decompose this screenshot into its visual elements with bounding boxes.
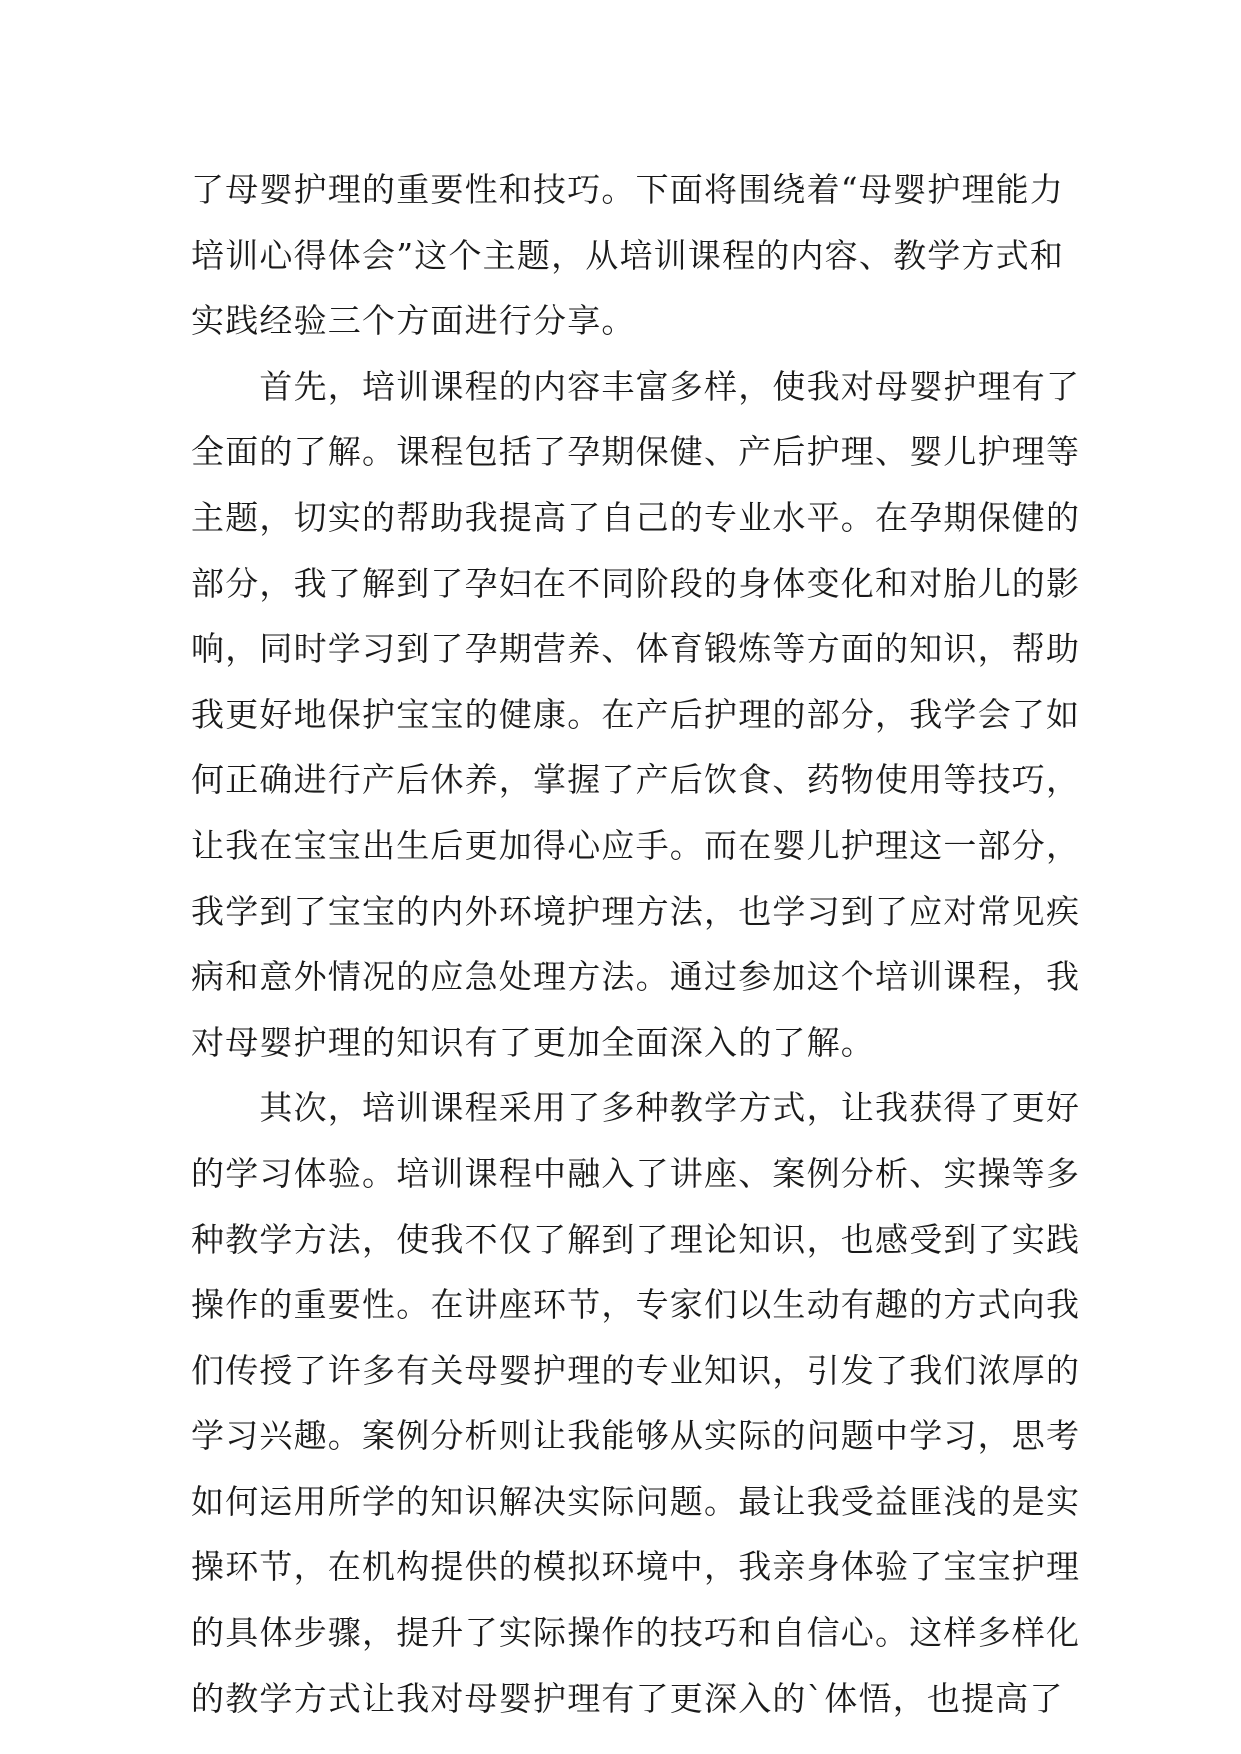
text-line: 如何运用所学的知识解决实际问题。最让我受益匪浅的是实 bbox=[191, 1481, 1081, 1521]
text-line: 的学习体验。培训课程中融入了讲座、案例分析、实操等多 bbox=[191, 1153, 1081, 1193]
text-line: 全面的了解。课程包括了孕期保健、产后护理、婴儿护理等 bbox=[191, 432, 1081, 472]
text-line: 我学到了宝宝的内外环境护理方法，也学习到了应对常见疾 bbox=[191, 891, 1081, 931]
text-line: 部分，我了解到了孕妇在不同阶段的身体变化和对胎儿的影 bbox=[191, 563, 1081, 603]
text-line: 的教学方式让我对母婴护理有了更深入的`体悟，也提高了 bbox=[191, 1678, 1064, 1718]
text-line: 何正确进行产后休养，掌握了产后饮食、药物使用等技巧， bbox=[191, 760, 1081, 800]
text-line: 了母婴护理的重要性和技巧。下面将围绕着“母婴护理能力 bbox=[191, 170, 1065, 209]
text-line: 首先，培训课程的内容丰富多样，使我对母婴护理有了 bbox=[191, 366, 1081, 406]
text-line: 们传授了许多有关母婴护理的专业知识，引发了我们浓厚的 bbox=[191, 1350, 1081, 1390]
text-line: 操环节，在机构提供的模拟环境中，我亲身体验了宝宝护理 bbox=[191, 1547, 1081, 1587]
text-line: 让我在宝宝出生后更加得心应手。而在婴儿护理这一部分， bbox=[191, 825, 1081, 865]
text-line: 响，同时学习到了孕期营养、体育锻炼等方面的知识，帮助 bbox=[191, 629, 1081, 669]
text-line: 种教学方法，使我不仅了解到了理论知识，也感受到了实践 bbox=[191, 1219, 1081, 1259]
text-line: 实践经验三个方面进行分享。 bbox=[191, 301, 636, 341]
text-line: 我更好地保护宝宝的健康。在产后护理的部分，我学会了如 bbox=[191, 694, 1081, 734]
text-line: 病和意外情况的应急处理方法。通过参加这个培训课程，我 bbox=[191, 957, 1081, 997]
text-line: 学习兴趣。案例分析则让我能够从实际的问题中学习，思考 bbox=[191, 1416, 1081, 1456]
text-line: 主题，切实的帮助我提高了自己的专业水平。在孕期保健的 bbox=[191, 497, 1081, 537]
text-line: 培训心得体会”这个主题，从培训课程的内容、教学方式和 bbox=[191, 235, 1065, 275]
text-line: 对母婴护理的知识有了更加全面深入的了解。 bbox=[191, 1022, 875, 1062]
text-line: 操作的重要性。在讲座环节，专家们以生动有趣的方式向我 bbox=[191, 1285, 1081, 1325]
text-line: 其次，培训课程采用了多种教学方式，让我获得了更好 bbox=[191, 1088, 1081, 1128]
body-text bbox=[191, 157, 1081, 1731]
text-line: 的具体步骤，提升了实际操作的技巧和自信心。这样多样化 bbox=[191, 1613, 1081, 1653]
